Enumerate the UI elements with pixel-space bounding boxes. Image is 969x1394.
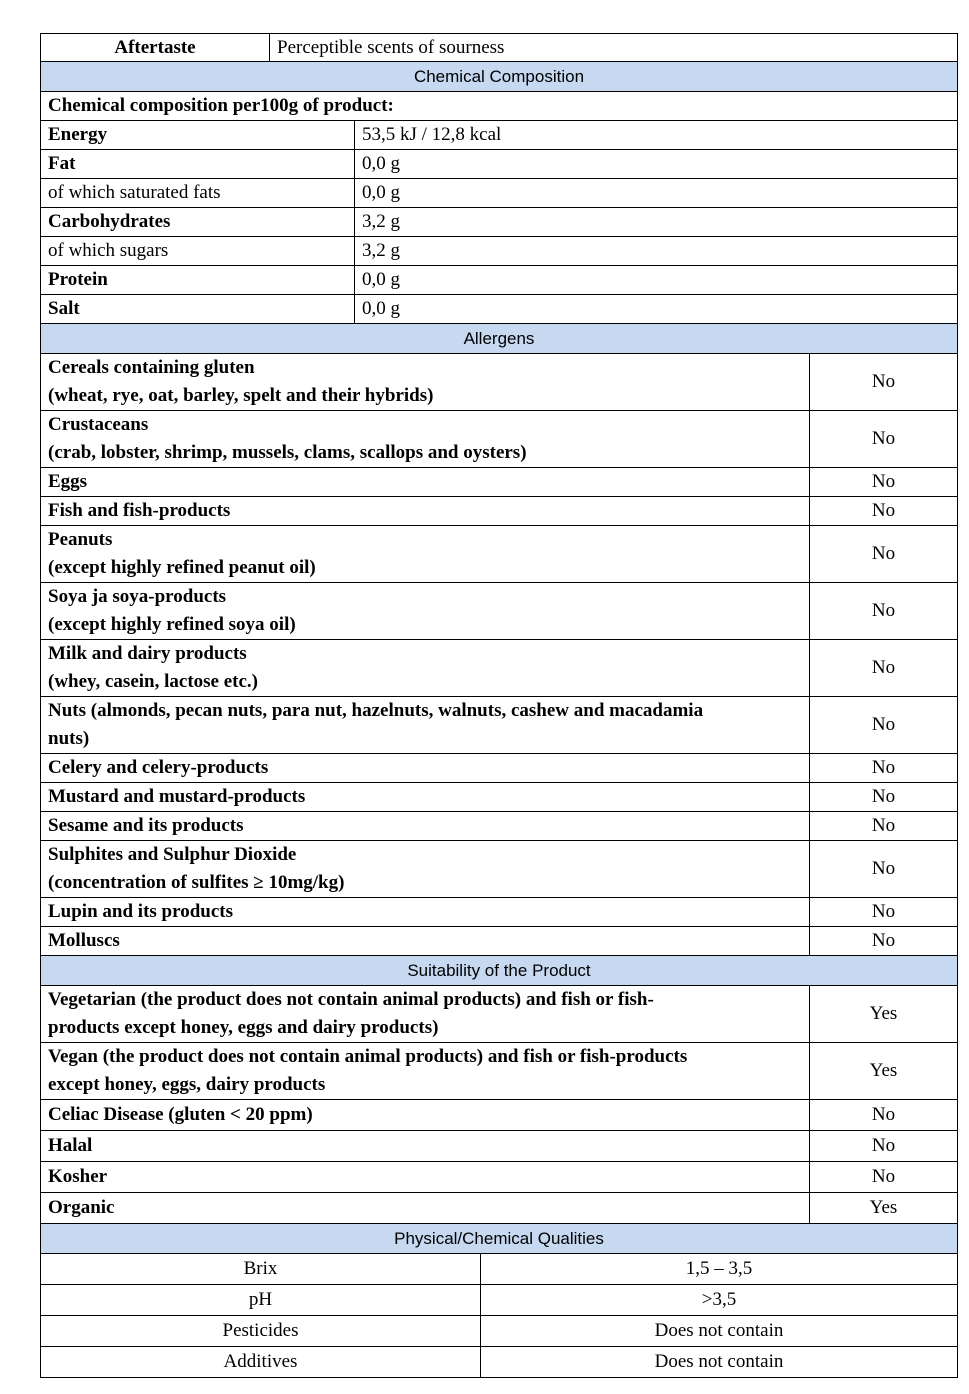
suitability-label	[41, 986, 809, 1042]
allergens-row	[40, 898, 958, 927]
nutrient-value: 53,5 kJ / 12,8 kcal	[354, 121, 957, 149]
suitability-row	[40, 1043, 958, 1100]
suitability-row	[40, 986, 958, 1043]
allergens-value: No	[809, 354, 957, 410]
allergens-label	[41, 411, 809, 467]
allergens-row	[40, 841, 958, 898]
allergens-label	[41, 812, 809, 840]
allergens-label	[41, 754, 809, 782]
allergens-label-line: Soya ja soya-products	[48, 586, 227, 607]
physical-row	[40, 1285, 958, 1316]
allergens-label-line: (except highly refined peanut oil)	[48, 557, 316, 578]
physical-header	[40, 1224, 958, 1254]
suitability-label-line: Organic	[48, 1197, 115, 1218]
allergens-label-line: (except highly refined soya oil)	[48, 614, 296, 635]
allergens-label-line: Lupin and its products	[48, 901, 233, 922]
nutrient-row	[40, 266, 958, 295]
physical-row	[40, 1254, 958, 1285]
allergens-label-line: (whey, casein, lactose etc.)	[48, 671, 258, 692]
nutrient-name: Protein	[48, 269, 108, 290]
allergens-label-line: Eggs	[48, 471, 88, 492]
allergens-row	[40, 526, 958, 583]
aftertaste-row	[40, 33, 958, 62]
section-heading: Allergens	[41, 324, 957, 353]
chemical-intro: Chemical composition per100g of product:	[48, 95, 394, 116]
suitability-label	[41, 1193, 809, 1223]
allergens-label-line: Peanuts	[48, 529, 113, 550]
suitability-label-line: Kosher	[48, 1166, 108, 1187]
nutrient-name: Carbohydrates	[48, 211, 171, 232]
allergens-row	[40, 754, 958, 783]
nutrient-name: Energy	[48, 124, 108, 145]
allergens-label-line: (concentration of sulfites ≥ 10mg/kg)	[48, 872, 345, 893]
allergens-label-line: Nuts (almonds, pecan nuts, para nut, hazelnuts, walnuts, cashew and macadamia	[48, 700, 704, 721]
nutrient-row	[40, 295, 958, 324]
allergens-value: No	[809, 640, 957, 696]
allergens-label-line: Crustaceans	[48, 414, 149, 435]
physical-name: Brix	[243, 1258, 278, 1279]
nutrient-row	[40, 237, 958, 266]
allergens-value: No	[809, 497, 957, 525]
suitability-label-line: Celiac Disease (gluten < 20 ppm)	[48, 1104, 313, 1125]
allergens-row	[40, 583, 958, 640]
aftertaste-value: Perceptible scents of sourness	[269, 34, 957, 61]
nutrient-row	[40, 150, 958, 179]
allergens-label	[41, 526, 809, 582]
physical-name: Additives	[223, 1351, 298, 1372]
physical-row	[40, 1316, 958, 1347]
nutrient-value: 0,0 g	[354, 266, 957, 294]
suitability-value: Yes	[809, 1193, 957, 1223]
section-heading: Physical/Chemical Qualities	[41, 1224, 957, 1253]
nutrient-value: 3,2 g	[354, 237, 957, 265]
suitability-value: Yes	[809, 1043, 957, 1099]
nutrient-value: 3,2 g	[354, 208, 957, 236]
allergens-row	[40, 497, 958, 526]
allergens-label-line: Molluscs	[48, 930, 120, 951]
allergens-label-line: Milk and dairy products	[48, 643, 247, 664]
physical-name: Pesticides	[222, 1320, 299, 1341]
section-heading: Chemical Composition	[41, 62, 957, 91]
suitability-label-line: Halal	[48, 1135, 93, 1156]
nutrient-value: 0,0 g	[354, 295, 957, 323]
allergens-label	[41, 583, 809, 639]
suitability-label-line: Vegetarian (the product does not contain animal products) and fish or fish-	[48, 989, 654, 1010]
suitability-row	[40, 1162, 958, 1193]
nutrient-value: 0,0 g	[354, 179, 957, 207]
allergens-row	[40, 812, 958, 841]
allergens-row	[40, 927, 958, 956]
allergens-label-line: Fish and fish-products	[48, 500, 231, 521]
nutrient-row	[40, 179, 958, 208]
allergens-label	[41, 640, 809, 696]
allergens-header	[40, 324, 958, 354]
allergens-value: No	[809, 841, 957, 897]
allergens-row	[40, 697, 958, 754]
allergens-value: No	[809, 783, 957, 811]
allergens-value: No	[809, 927, 957, 955]
nutrient-row	[40, 208, 958, 237]
suitability-value: No	[809, 1100, 957, 1130]
suitability-value: No	[809, 1131, 957, 1161]
allergens-row	[40, 468, 958, 497]
suitability-label	[41, 1131, 809, 1161]
suitability-value: No	[809, 1162, 957, 1192]
suitability-label-line: except honey, eggs, dairy products	[48, 1074, 326, 1095]
allergens-value: No	[809, 754, 957, 782]
allergens-label-line: Mustard and mustard-products	[48, 786, 306, 807]
allergens-label-line: Sesame and its products	[48, 815, 244, 836]
allergens-label	[41, 354, 809, 410]
allergens-label	[41, 783, 809, 811]
allergens-value: No	[809, 812, 957, 840]
allergens-label-line: nuts)	[48, 728, 90, 749]
suitability-header	[40, 956, 958, 986]
allergens-label-line: (wheat, rye, oat, barley, spelt and their hybrids)	[48, 385, 434, 406]
aftertaste-label: Aftertaste	[114, 36, 196, 58]
nutrient-name: of which sugars	[48, 240, 169, 261]
allergens-value: No	[809, 411, 957, 467]
allergens-row	[40, 411, 958, 468]
allergens-label-line: Cereals containing gluten	[48, 357, 255, 378]
allergens-row	[40, 640, 958, 697]
physical-value: >3,5	[480, 1285, 957, 1315]
nutrient-value: 0,0 g	[354, 150, 957, 178]
suitability-row	[40, 1193, 958, 1224]
allergens-label-line: Sulphites and Sulphur Dioxide	[48, 844, 297, 865]
chemical-composition-header	[40, 62, 958, 92]
physical-value: Does not contain	[480, 1347, 957, 1377]
allergens-label	[41, 468, 809, 496]
section-heading: Suitability of the Product	[41, 956, 957, 985]
physical-value: 1,5 – 3,5	[480, 1254, 957, 1284]
suitability-row	[40, 1100, 958, 1131]
allergens-value: No	[809, 898, 957, 926]
allergens-label	[41, 841, 809, 897]
suitability-label	[41, 1100, 809, 1130]
allergens-value: No	[809, 468, 957, 496]
nutrient-name: Fat	[48, 153, 76, 174]
allergens-label	[41, 497, 809, 525]
allergens-label	[41, 898, 809, 926]
physical-value: Does not contain	[480, 1316, 957, 1346]
allergens-label-line: Celery and celery-products	[48, 757, 269, 778]
nutrient-name: of which saturated fats	[48, 182, 221, 203]
allergens-label	[41, 697, 809, 753]
physical-name: pH	[248, 1289, 273, 1310]
allergens-row	[40, 783, 958, 812]
allergens-label-line: (crab, lobster, shrimp, mussels, clams, scallops and oysters)	[48, 442, 527, 463]
nutrient-row	[40, 121, 958, 150]
physical-row	[40, 1347, 958, 1378]
suitability-label-line: products except honey, eggs and dairy products)	[48, 1017, 439, 1038]
allergens-value: No	[809, 526, 957, 582]
suitability-label	[41, 1043, 809, 1099]
chemical-intro-row	[40, 92, 958, 121]
allergens-label	[41, 927, 809, 955]
suitability-value: Yes	[809, 986, 957, 1042]
product-specification-table	[40, 33, 958, 1378]
nutrient-name: Salt	[48, 298, 80, 319]
suitability-row	[40, 1131, 958, 1162]
allergens-value: No	[809, 583, 957, 639]
suitability-label	[41, 1162, 809, 1192]
allergens-row	[40, 354, 958, 411]
allergens-value: No	[809, 697, 957, 753]
suitability-label-line: Vegan (the product does not contain animal products) and fish or fish-products	[48, 1046, 688, 1067]
